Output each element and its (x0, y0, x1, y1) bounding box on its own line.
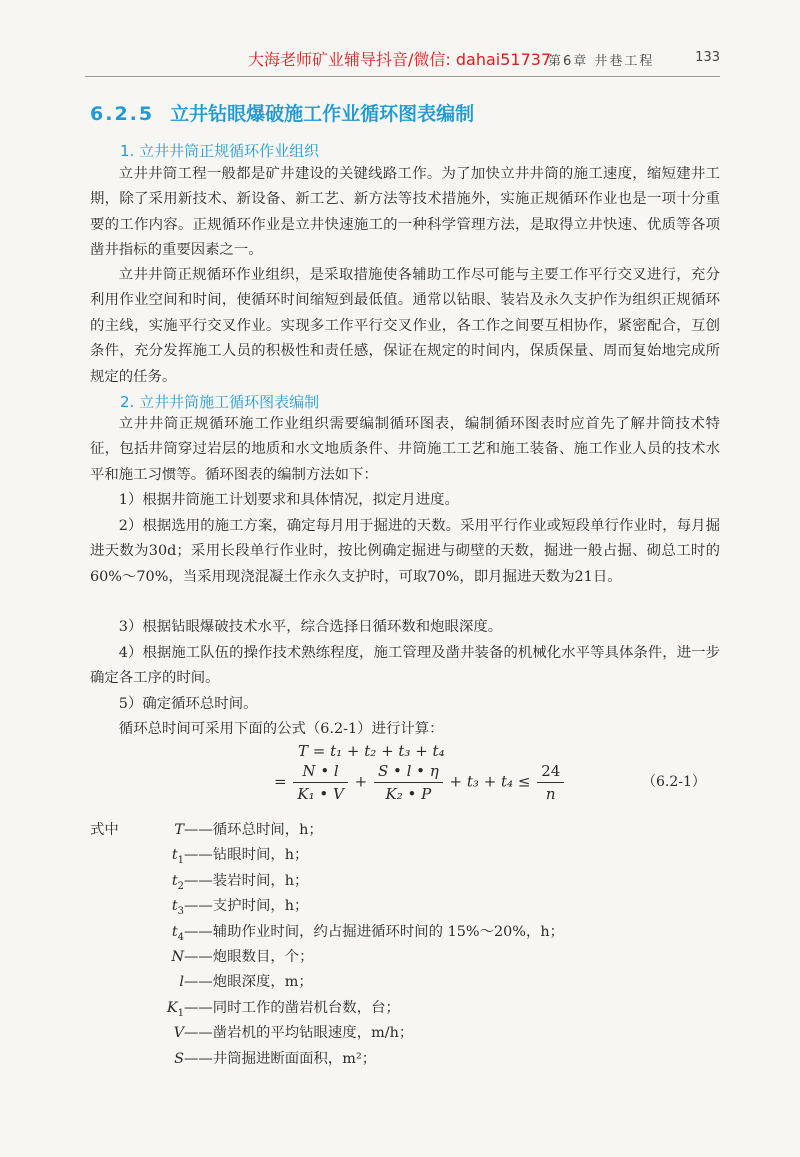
definition-row: $t_1——$钻眼时间，h； (90, 843, 730, 868)
definition-symbol: t (171, 898, 178, 915)
formula-line-2 (274, 762, 566, 803)
formula-equals: = (274, 772, 287, 791)
definition-text: ——循环总时间，h； (184, 822, 323, 838)
definition-lead: 式中 (90, 822, 119, 838)
definition-symbol: t (171, 847, 178, 864)
formula-line-1: T = t₁ + t₂ + t₃ + t₄ (298, 742, 445, 760)
definition-row (90, 945, 730, 970)
fraction-limit-numerator: 24 (537, 762, 564, 783)
list-item-4: 4）根据施工队伍的操作技术熟练程度，施工管理及凿井装备的机械化水平等具体条件，进一步确定各工序的时间。 (90, 645, 720, 687)
definition-symbol: t (171, 872, 178, 889)
definition-text: ——炮眼深度，m； (184, 974, 313, 991)
list-item-2: 2）根据选用的施工方案，确定每月用于掘进的天数。采用平行作业或短段单行作业时，每月掘进天数为30d；采用长段单行作业时，按比例确定掘进与砌壁的天数，掘进一般占掘、砌总工时的60%～70%，当采用现浇混凝土作永久支护时，可取70%，即月掘进天数为21日。 (90, 518, 720, 585)
definition-text: ——凿岩机的平均钻眼速度，m/h； (184, 1025, 414, 1042)
paragraph-1: 立井井筒工程一般都是矿井建设的关键线路工作。为了加快立井井筒的施工速度，缩短建井工期，除了采用新技术、新设备、新工艺、新方法等技术措施外，实施正规循环作业也是一项十分重要的工作内容。正规循环作业是立井快速施工的一种科学管理方法，是取得立井快速、优质等各项凿井指标的重要因素之一。 (90, 166, 720, 259)
page-number: 133 (695, 50, 720, 65)
paragraph-2: 立井井筒正规循环作业组织，是采取措施使各辅助工作尽可能与主要工作平行交叉进行，充分利用作业空间和时间，使循环时间缩短到最低值。通常以钻眼、装岩及永久支护作为组织正规循环的主线，实施平行交叉作业。实现多工作平行交叉作业，各工作之间要互相协作，紧密配合，互创条件，充分发挥施工人员的积极性和责任感，保证在规定的时间内，保质保量、周而复始地完成所规定的任务。 (90, 267, 720, 385)
subsection-1-title: 1. 立井井筒正规循环作业组织 (120, 142, 320, 160)
definition-row: $t_2——$装岩时间，h； (90, 869, 730, 894)
definition-row: $t_3——$支护时间，h； (90, 894, 730, 919)
fraction-drilling (293, 762, 347, 803)
definition-row (90, 1021, 730, 1046)
section-heading (90, 99, 474, 126)
fraction-loading-denominator: K₂ • P (385, 785, 432, 803)
section-title: 立井钻眼爆破施工作业循环图表编制 (170, 103, 475, 125)
fraction-limit (537, 762, 564, 803)
formula-tail: + t₃ + t₄ ≤ (449, 772, 531, 791)
definition-row (90, 970, 730, 995)
formula-plus: + (354, 772, 368, 791)
definition-row: $K_1——$同时工作的凿岩机台数，台； (90, 996, 730, 1021)
definition-symbol: V (173, 1025, 184, 1042)
definition-text: ——辅助作业时间，约占掘进循环时间的 15%～20%，h； (184, 923, 565, 940)
section-number: 6.2.5 (90, 103, 155, 125)
watermark-text: 大海老师矿业辅导抖音/微信: dahai51737 (248, 50, 552, 69)
definition-row: $t_4——$辅助作业时间，约占掘进循环时间的 15%～20%，h； (90, 920, 730, 945)
paragraph-3: 立井井筒正规循环施工作业组织需要编制循环图表，编制循环图表时应首先了解井筒技术特征，包括井筒穿过岩层的地质和水文地质条件、井筒施工工艺和施工装备、施工作业人员的技术水平和施工习惯等。循环图表的编制方法如下： (90, 416, 720, 483)
definition-symbol: T (174, 822, 184, 838)
variable-definitions (90, 818, 730, 1072)
header-rule (85, 76, 720, 77)
definition-text: ——井筒掘进断面面积，m²； (184, 1050, 377, 1067)
chapter-running-head: 第6章 井巷工程 (548, 54, 655, 69)
definition-symbol: K (166, 999, 178, 1016)
formula-intro: 循环总时间可采用下面的公式（6.2-1）进行计算： (118, 721, 444, 737)
fraction-limit-denominator: n (545, 785, 556, 803)
definition-row (90, 1047, 730, 1072)
fraction-loading (374, 762, 443, 803)
equation-number: （6.2-1） (642, 774, 706, 790)
fraction-drilling-numerator: N • l (293, 762, 347, 783)
definition-text: ——支护时间，h； (184, 898, 309, 915)
definition-text: ——炮眼数目，个； (184, 948, 314, 965)
definition-row (90, 818, 730, 843)
fraction-loading-numerator: S • l • η (374, 762, 443, 783)
fraction-drilling-denominator: K₁ • V (297, 785, 344, 803)
definition-symbol: N (171, 948, 184, 965)
definition-text: ——钻眼时间，h； (184, 847, 309, 864)
definition-symbol: l (179, 974, 184, 991)
subsection-2-title: 2. 立井井筒施工循环图表编制 (120, 393, 320, 411)
list-item-1: 1）根据井筒施工计划要求和具体情况，拟定月进度。 (118, 492, 459, 508)
definition-symbol: S (174, 1050, 184, 1067)
definition-text: ——装岩时间，h； (184, 872, 309, 889)
definition-symbol: t (171, 923, 178, 940)
list-item-5: 5）确定循环总时间。 (118, 696, 258, 712)
definition-text: ——同时工作的凿岩机台数，台； (184, 999, 400, 1016)
list-item-3: 3）根据钻眼爆破技术水平，综合选择日循环数和炮眼深度。 (118, 619, 503, 635)
